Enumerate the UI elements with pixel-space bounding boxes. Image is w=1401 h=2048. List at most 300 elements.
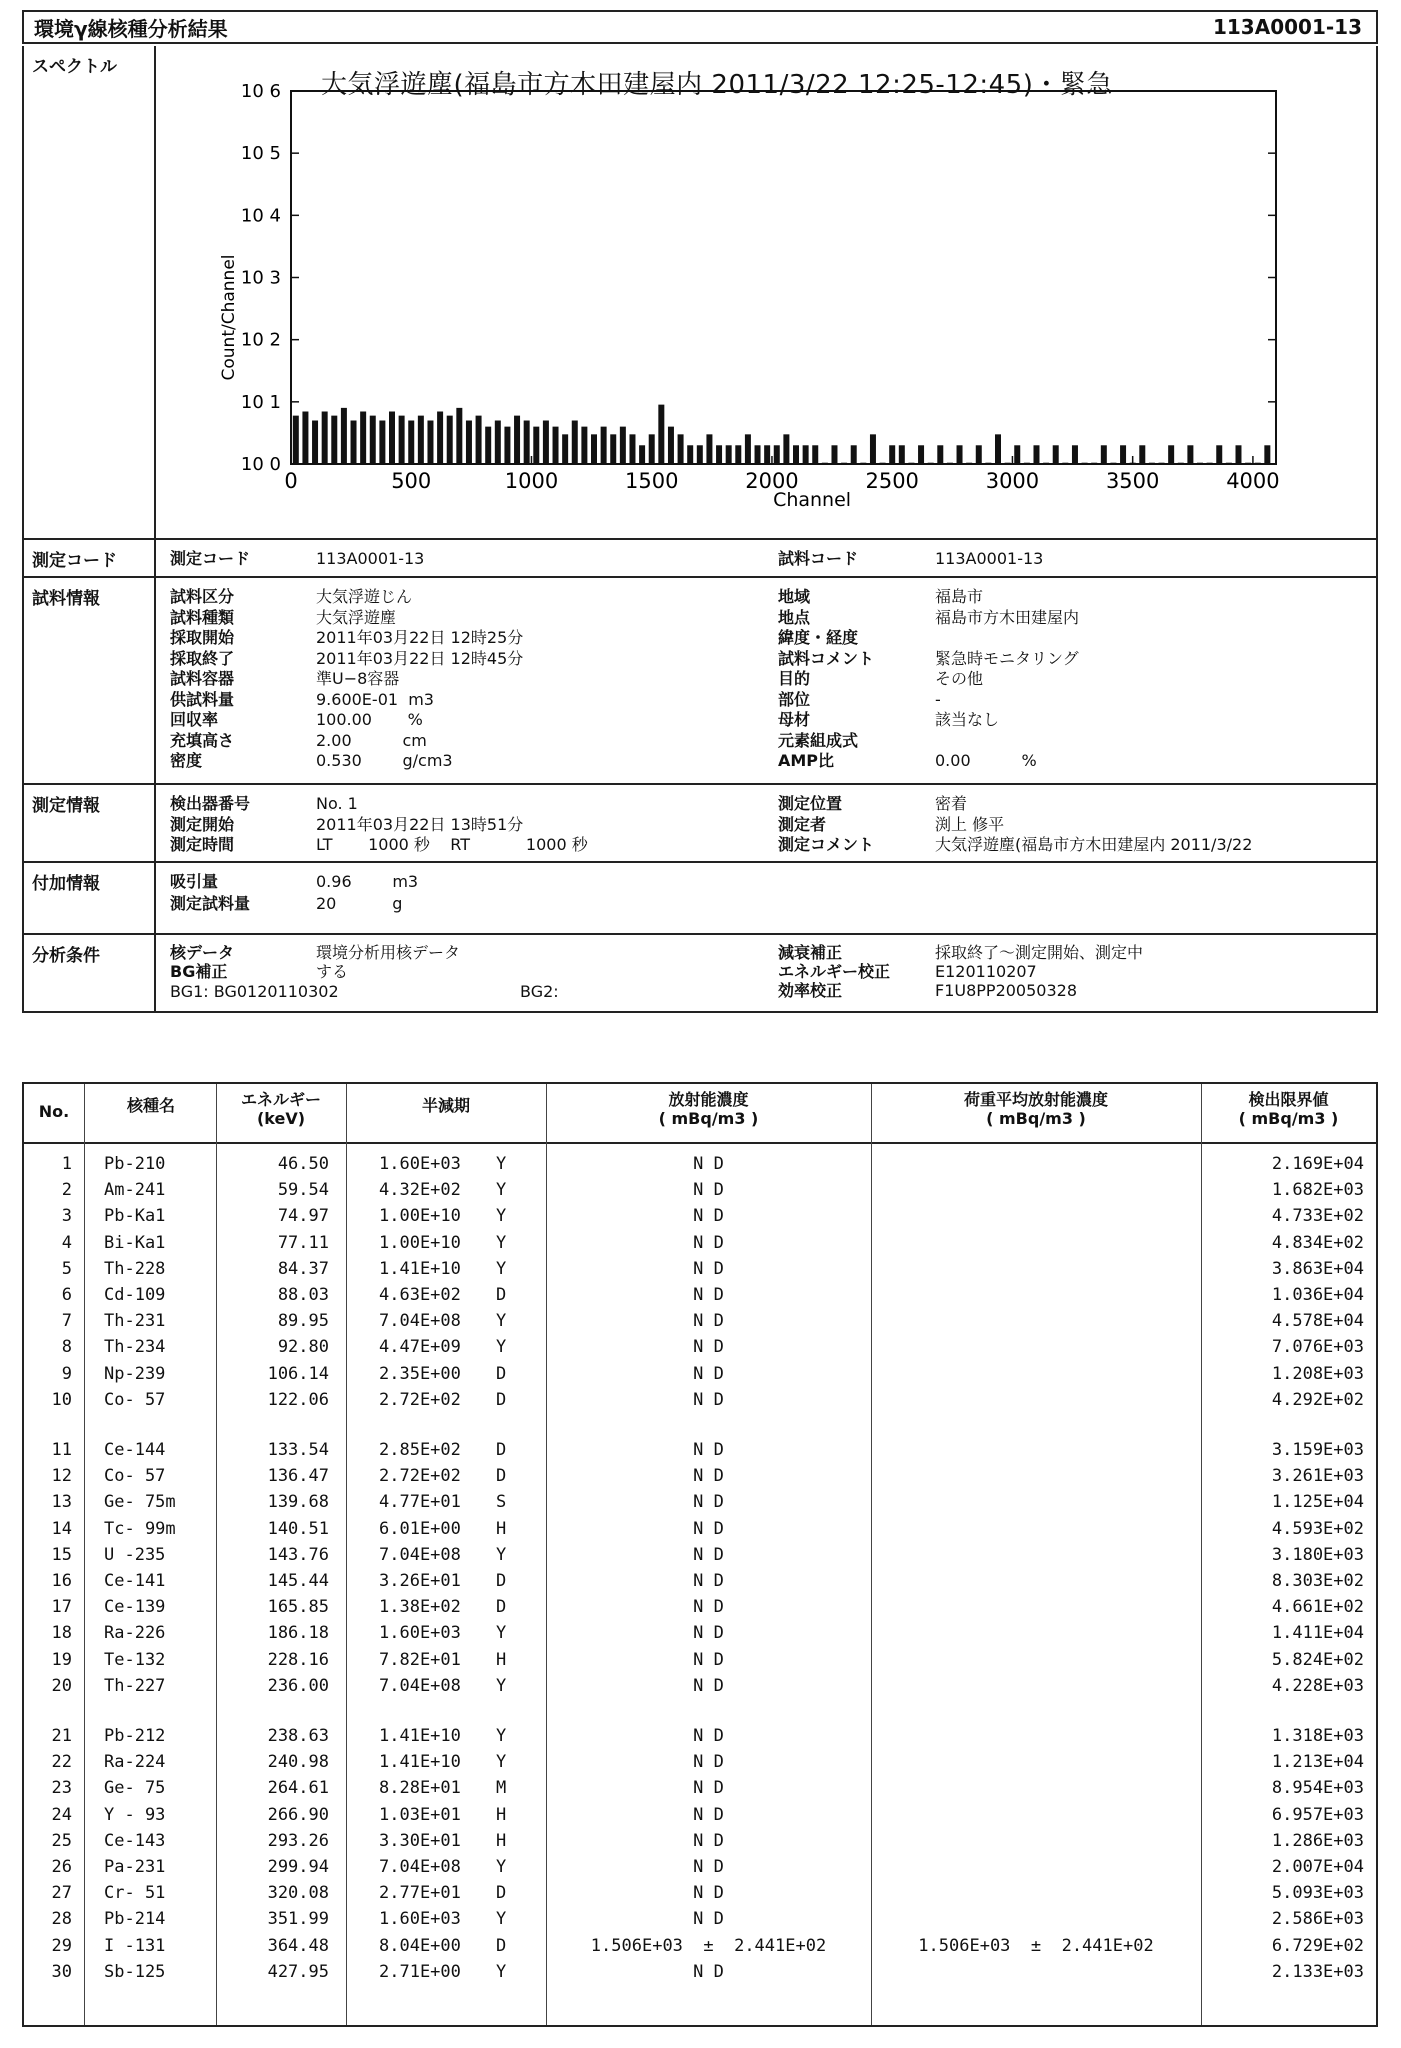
field-row (170, 628, 523, 648)
table-row (24, 1829, 1376, 1855)
field-key: 地点 (778, 607, 811, 627)
cell-nuclide: Pa-231 (104, 1857, 166, 1877)
table-row (24, 1569, 1376, 1595)
field-value: 密着 (935, 794, 968, 813)
cell-limit: 3.180E+03 (1271, 1544, 1364, 1565)
cell-energy: 139.68 (267, 1492, 329, 1513)
col-weighted-concentration: 荷重平均放射能濃度 ( mBq/m3 ) (963, 1090, 1108, 1128)
cell-nuclide: Th-234 (104, 1337, 166, 1358)
field-value: 20 g (316, 894, 403, 913)
cell-limit: 6.957E+03 (1271, 1804, 1364, 1825)
cell-energy: 140.51 (267, 1518, 329, 1539)
cell-half: 7.82E+01 (379, 1649, 461, 1670)
field-value: その他 (935, 669, 984, 688)
table-row (24, 1803, 1376, 1829)
cell-half: 2.72E+02 (379, 1389, 461, 1410)
cell-limit: 4.593E+02 (1271, 1518, 1364, 1539)
spectrum-chart (156, 46, 1376, 536)
cell-energy: 145.44 (267, 1571, 329, 1591)
cell-nuclide: Ge- 75 (104, 1778, 166, 1799)
cell-limit: 1.411E+04 (1271, 1623, 1364, 1644)
cell-half: 4.32E+02 (379, 1180, 461, 1201)
cell-no: 19 (51, 1649, 72, 1670)
spectrum-label: スペクトル (24, 46, 156, 538)
table-row (24, 1648, 1376, 1674)
cell-conc: N D (693, 1206, 724, 1227)
cell-nuclide: Ce-143 (104, 1830, 166, 1851)
sample-code-field: 試料コード 113A0001-13 (778, 549, 1044, 568)
table-row (24, 1934, 1376, 1960)
cell-limit: 1.036E+04 (1271, 1285, 1364, 1305)
cell-unit: Y (496, 1180, 507, 1201)
cell-conc: N D (693, 1389, 724, 1410)
cell-conc: N D (693, 1311, 724, 1332)
cell-limit: 1.213E+04 (1271, 1752, 1364, 1773)
report-header (22, 10, 1378, 44)
cell-limit: 2.133E+03 (1271, 1961, 1364, 1982)
cell-half: 6.01E+00 (379, 1518, 461, 1539)
field-row (170, 690, 434, 710)
field-key: 検出器番号 (170, 794, 251, 813)
field-row (170, 943, 460, 963)
cell-conc: N D (693, 1857, 724, 1877)
cell-half: 4.63E+02 (379, 1285, 461, 1305)
table-row (24, 1907, 1376, 1933)
col-halflife: 半減期 (421, 1096, 470, 1115)
cell-nuclide: Y - 93 (104, 1804, 166, 1825)
cell-limit: 2.007E+04 (1271, 1857, 1364, 1877)
field-key: 試料種類 (170, 607, 235, 627)
cell-limit: 5.824E+02 (1271, 1649, 1364, 1670)
cell-half: 8.28E+01 (379, 1778, 461, 1799)
cell-limit: 1.318E+03 (1271, 1726, 1364, 1746)
cell-no: 2 (61, 1180, 72, 1201)
cell-nuclide: Ce-139 (104, 1597, 166, 1618)
cell-unit: D (496, 1363, 507, 1384)
cell-limit: 2.586E+03 (1271, 1909, 1364, 1930)
table-row (24, 1231, 1376, 1257)
table-row (24, 1283, 1376, 1309)
results-table (22, 1082, 1378, 2027)
field-row (778, 690, 941, 710)
cell-limit: 4.661E+02 (1271, 1597, 1364, 1618)
cell-unit: D (496, 1440, 507, 1460)
measurement-code-row (24, 540, 1376, 578)
field-row (170, 731, 427, 751)
cell-conc: N D (693, 1337, 724, 1358)
cell-unit: Y (496, 1206, 507, 1227)
field-row (778, 943, 1143, 963)
cell-conc: N D (693, 1675, 724, 1696)
field-row (778, 649, 1079, 669)
cell-unit: D (496, 1883, 507, 1904)
cell-nuclide: Ra-224 (104, 1752, 166, 1773)
table-row (24, 1335, 1376, 1361)
cell-limit: 1.286E+03 (1271, 1830, 1364, 1851)
field-value: 準U−8容器 (316, 669, 400, 688)
cell-limit: 3.159E+03 (1271, 1440, 1364, 1460)
cell-half: 4.77E+01 (379, 1492, 461, 1513)
field-key: 吸引量 (170, 872, 219, 891)
cell-no: 21 (51, 1726, 72, 1746)
col-concentration: 放射能濃度 ( mBq/m3 ) (658, 1090, 759, 1128)
table-row (24, 1490, 1376, 1516)
cell-unit: H (496, 1649, 507, 1670)
field-key: エネルギー校正 (778, 962, 891, 981)
cell-nuclide: Th-231 (104, 1311, 166, 1332)
cell-limit: 4.834E+02 (1271, 1232, 1364, 1253)
cell-nuclide: Np-239 (104, 1363, 166, 1384)
field-row (778, 815, 1004, 835)
cell-energy: 133.54 (267, 1440, 329, 1460)
cell-half: 8.04E+00 (379, 1935, 461, 1956)
measurement-info-content (156, 785, 1376, 861)
cell-conc: N D (693, 1623, 724, 1644)
cell-nuclide: Pb-214 (104, 1909, 166, 1930)
cell-energy: 240.98 (267, 1752, 329, 1773)
sample-info-content (156, 578, 1376, 783)
cell-wconc: 1.506E+03 ± 2.441E+02 (918, 1935, 1154, 1956)
cell-no: 9 (61, 1363, 72, 1384)
cell-energy: 299.94 (267, 1857, 329, 1877)
cell-unit: Y (496, 1726, 507, 1746)
cell-half: 1.03E+01 (379, 1804, 461, 1825)
cell-no: 4 (61, 1232, 72, 1253)
y-tick-label: 10 4 (240, 205, 281, 227)
cell-nuclide: Th-227 (104, 1675, 166, 1696)
y-tick-label: 10 1 (240, 391, 281, 413)
cell-energy: 77.11 (277, 1232, 329, 1253)
table-row (24, 1438, 1376, 1464)
cell-half: 1.00E+10 (379, 1232, 461, 1253)
spectrum-area (156, 46, 1376, 538)
field-row (170, 669, 399, 689)
sample-info-label: 試料情報 (24, 578, 156, 783)
field-value: 大気浮遊塵(福島市方木田建屋内 2011/3/22 (935, 835, 1253, 854)
cell-energy: 136.47 (267, 1466, 329, 1487)
cell-conc: N D (693, 1232, 724, 1253)
analysis-conditions-row (24, 935, 1376, 1011)
cell-half: 7.04E+08 (379, 1675, 461, 1696)
table-row (24, 1674, 1376, 1700)
field-key: 測定者 (778, 814, 827, 834)
measurement-code-label: 測定コード (24, 540, 156, 576)
cell-half: 2.72E+02 (379, 1466, 461, 1487)
cell-unit: Y (496, 1752, 507, 1773)
x-tick-label: 4000 (1226, 469, 1280, 493)
cell-conc: N D (693, 1752, 724, 1773)
cell-conc: N D (693, 1544, 724, 1565)
field-key: 測定試料量 (170, 894, 251, 913)
cell-nuclide: Pb-Ka1 (104, 1206, 166, 1227)
cell-unit: D (496, 1571, 507, 1591)
cell-half: 2.77E+01 (379, 1883, 461, 1904)
cell-limit: 1.125E+04 (1271, 1492, 1364, 1513)
cell-unit: D (496, 1597, 507, 1618)
cell-conc: N D (693, 1571, 724, 1591)
cell-no: 28 (51, 1909, 72, 1930)
cell-no: 5 (61, 1258, 72, 1279)
x-tick-label: 2000 (745, 469, 799, 493)
cell-limit: 6.729E+02 (1271, 1935, 1364, 1956)
cell-limit: 7.076E+03 (1271, 1337, 1364, 1358)
bg1-value: BG1: BG0120110302 (170, 982, 339, 1001)
cell-conc: N D (693, 1440, 724, 1460)
field-key: 部位 (778, 689, 811, 709)
field-row (778, 669, 983, 689)
cell-limit: 1.682E+03 (1271, 1180, 1364, 1201)
cell-energy: 165.85 (267, 1597, 329, 1618)
cell-no: 14 (51, 1518, 72, 1539)
field-value: 渕上 修平 (935, 814, 1005, 834)
cell-nuclide: Tc- 99m (104, 1518, 176, 1539)
table-row (24, 1724, 1376, 1750)
additional-info-label: 付加情報 (24, 863, 156, 933)
field-row (170, 835, 588, 855)
cell-half: 1.00E+10 (379, 1206, 461, 1227)
info-panel (22, 46, 1378, 1013)
cell-unit: D (496, 1285, 507, 1305)
cell-energy: 293.26 (267, 1830, 329, 1851)
cell-unit: H (496, 1518, 507, 1539)
table-row (24, 1152, 1376, 1178)
chart-title: 大気浮遊塵(福島市方木田建屋内 2011/3/22 12:25-12:45)・緊急 (321, 70, 1113, 100)
cell-nuclide: Am-241 (104, 1180, 166, 1201)
sample-info-row (24, 578, 1376, 785)
cell-unit: Y (496, 1311, 507, 1332)
field-value: 2011年03月22日 12時25分 (316, 628, 524, 647)
field-value: 大気浮遊じん (316, 587, 413, 606)
report-code: 113A0001-13 (1212, 15, 1362, 39)
field-value: 福島市方木田建屋内 (935, 607, 1080, 627)
field-row (170, 649, 523, 669)
field-key: 測定開始 (170, 814, 235, 834)
cell-no: 12 (51, 1466, 72, 1487)
cell-nuclide: Ce-141 (104, 1571, 166, 1591)
cell-unit: Y (496, 1258, 507, 1279)
cell-limit: 3.261E+03 (1271, 1466, 1364, 1487)
x-tick-label: 0 (284, 469, 298, 493)
cell-nuclide: Pb-210 (104, 1154, 166, 1174)
cell-limit: 4.578E+04 (1271, 1311, 1364, 1332)
x-tick-label: 2500 (865, 469, 919, 493)
field-row (778, 710, 999, 730)
table-row (24, 1362, 1376, 1388)
additional-info-content (156, 863, 1376, 933)
field-value: 0.530 g/cm3 (316, 751, 453, 770)
field-value: 福島市 (935, 587, 984, 606)
col-nuclide: 核種名 (126, 1096, 175, 1115)
field-key: 地域 (778, 587, 811, 606)
cell-unit: Y (496, 1544, 507, 1565)
additional-info-row (24, 863, 1376, 935)
field-key: BG補正 (170, 962, 228, 981)
table-row (24, 1543, 1376, 1569)
cell-nuclide: I -131 (104, 1935, 166, 1956)
cell-conc: N D (693, 1909, 724, 1930)
cell-energy: 59.54 (277, 1180, 329, 1201)
y-tick-label: 10 5 (240, 143, 281, 165)
cell-no: 25 (51, 1830, 72, 1851)
field-key: 緯度・経度 (778, 628, 859, 647)
table-row (24, 1464, 1376, 1490)
field-row (170, 894, 402, 914)
cell-nuclide: Ra-226 (104, 1623, 166, 1644)
table-row (24, 1178, 1376, 1204)
cell-conc: 1.506E+03 ± 2.441E+02 (590, 1935, 827, 1956)
cell-unit: S (496, 1492, 507, 1513)
field-key: 試料容器 (170, 669, 235, 688)
field-key: 目的 (778, 669, 811, 688)
cell-conc: N D (693, 1597, 724, 1618)
cell-half: 1.60E+03 (379, 1909, 461, 1930)
y-tick-label: 10 2 (240, 329, 281, 351)
field-value: 0.00 % (935, 751, 1037, 770)
field-row (170, 751, 453, 771)
table-header (24, 1084, 1376, 1144)
cell-no: 29 (51, 1935, 72, 1956)
cell-no: 30 (51, 1961, 72, 1982)
cell-half: 1.60E+03 (379, 1623, 461, 1644)
cell-nuclide: Sb-125 (104, 1961, 166, 1982)
field-value: 2011年03月22日 12時45分 (316, 648, 524, 668)
cell-conc: N D (693, 1518, 724, 1539)
cell-unit: M (496, 1778, 507, 1799)
field-value: 環境分析用核データ (316, 943, 461, 962)
x-tick-label: 3000 (985, 469, 1040, 493)
measurement-info-label: 測定情報 (24, 785, 156, 861)
field-row (778, 751, 1037, 771)
cell-unit: Y (496, 1909, 507, 1930)
field-key: 充填高さ (170, 730, 235, 750)
cell-limit: 4.292E+02 (1271, 1389, 1364, 1410)
cell-conc: N D (693, 1778, 724, 1799)
y-tick-label: 10 0 (240, 454, 281, 475)
cell-half: 1.41E+10 (379, 1258, 461, 1279)
table-row (24, 1776, 1376, 1802)
field-key: 測定時間 (170, 835, 235, 854)
cell-half: 3.26E+01 (379, 1571, 461, 1591)
cell-conc: N D (693, 1154, 724, 1174)
field-value: 該当なし (935, 710, 1000, 729)
field-key: 試料区分 (170, 587, 235, 606)
cell-no: 13 (51, 1492, 72, 1513)
measurement-info-row (24, 785, 1376, 863)
cell-conc: N D (693, 1649, 724, 1670)
field-key: 採取終了 (170, 648, 235, 668)
cell-conc: N D (693, 1492, 724, 1513)
field-row (170, 815, 523, 835)
field-row (778, 731, 935, 751)
field-row (170, 872, 418, 892)
cell-nuclide: Ge- 75m (104, 1492, 176, 1513)
table-row (24, 1750, 1376, 1776)
cell-limit: 1.208E+03 (1271, 1363, 1364, 1384)
analysis-conditions-content (156, 935, 1376, 1011)
x-tick-label: 500 (391, 469, 432, 493)
cell-energy: 46.50 (277, 1154, 329, 1174)
col-energy: エネルギー (keV) (240, 1090, 321, 1128)
cell-nuclide: U -235 (104, 1544, 166, 1565)
table-row (24, 1388, 1376, 1414)
cell-conc: N D (693, 1830, 724, 1851)
table-row (24, 1309, 1376, 1335)
cell-energy: 238.63 (267, 1726, 329, 1746)
cell-no: 24 (51, 1804, 72, 1825)
field-row (170, 794, 358, 814)
analysis-conditions-label: 分析条件 (24, 935, 156, 1011)
cell-nuclide: Th-228 (104, 1258, 166, 1279)
bg2-value: BG2: (520, 982, 559, 1001)
cell-no: 3 (61, 1206, 72, 1227)
x-axis-label: Channel (773, 489, 852, 511)
cell-limit: 2.169E+04 (1271, 1154, 1364, 1174)
cell-nuclide: Te-132 (104, 1649, 166, 1670)
cell-energy: 84.37 (277, 1258, 329, 1279)
field-key: 元素組成式 (778, 730, 859, 750)
cell-no: 16 (51, 1571, 72, 1591)
cell-energy: 186.18 (267, 1623, 329, 1644)
cell-no: 10 (51, 1389, 72, 1410)
field-value: LT 1000 秒 RT 1000 秒 (316, 835, 588, 854)
cell-no: 26 (51, 1857, 72, 1877)
cell-energy: 92.80 (277, 1337, 329, 1358)
cell-no: 27 (51, 1883, 72, 1904)
cell-half: 3.30E+01 (379, 1830, 461, 1851)
cell-half: 7.04E+08 (379, 1544, 461, 1565)
table-row (24, 1204, 1376, 1230)
cell-no: 1 (61, 1154, 72, 1174)
cell-half: 1.60E+03 (379, 1154, 461, 1174)
cell-nuclide: Co- 57 (104, 1466, 166, 1487)
cell-conc: N D (693, 1285, 724, 1305)
field-row (778, 794, 967, 814)
cell-energy: 143.76 (267, 1544, 329, 1565)
field-key: 回収率 (170, 710, 219, 729)
cell-energy: 427.95 (267, 1961, 329, 1982)
cell-unit: H (496, 1804, 507, 1825)
cell-limit: 5.093E+03 (1271, 1883, 1364, 1904)
cell-unit: Y (496, 1857, 507, 1877)
cell-unit: H (496, 1830, 507, 1851)
spectrum-row (24, 46, 1376, 540)
cell-unit: D (496, 1935, 507, 1956)
cell-limit: 4.228E+03 (1271, 1675, 1364, 1696)
cell-no: 20 (51, 1675, 72, 1696)
cell-conc: N D (693, 1726, 724, 1746)
cell-nuclide: Co- 57 (104, 1389, 166, 1410)
cell-half: 2.71E+00 (379, 1961, 461, 1982)
cell-unit: Y (496, 1623, 507, 1644)
field-row (778, 587, 983, 607)
field-key: 測定コメント (778, 835, 875, 854)
cell-limit: 8.954E+03 (1271, 1778, 1364, 1799)
cell-energy: 364.48 (267, 1935, 329, 1956)
cell-half: 2.85E+02 (379, 1440, 461, 1460)
field-key: 測定位置 (778, 794, 843, 813)
cell-unit: D (496, 1389, 507, 1410)
field-value: No. 1 (316, 794, 358, 813)
cell-half: 1.41E+10 (379, 1726, 461, 1746)
field-key: 効率校正 (778, 981, 843, 1000)
field-key: 減衰補正 (778, 943, 843, 962)
cell-unit: Y (496, 1961, 507, 1982)
cell-no: 22 (51, 1752, 72, 1773)
cell-energy: 106.14 (267, 1363, 329, 1384)
cell-limit: 8.303E+02 (1271, 1571, 1364, 1591)
field-row (778, 962, 1037, 982)
cell-conc: N D (693, 1883, 724, 1904)
